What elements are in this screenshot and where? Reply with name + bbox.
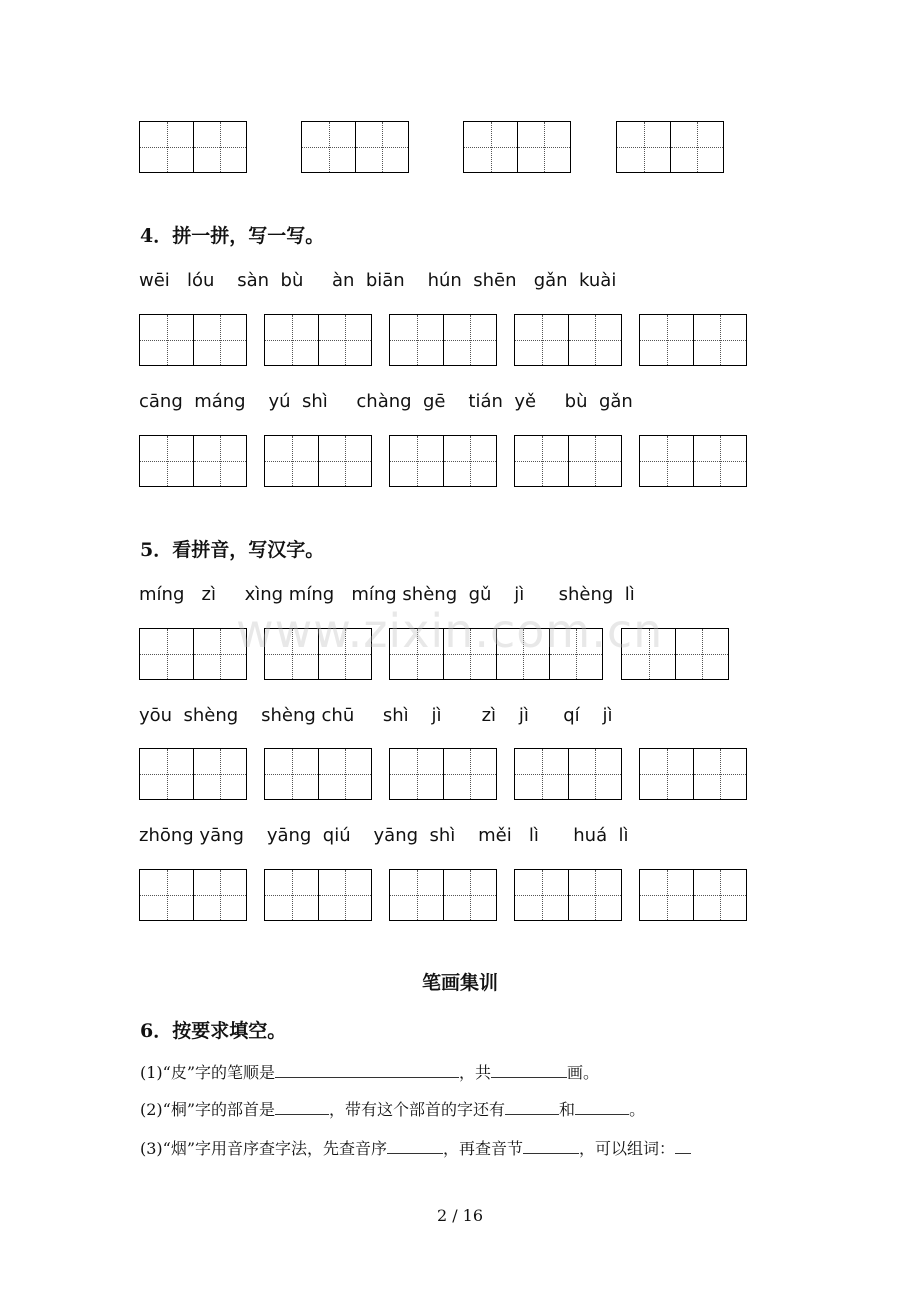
- answer-blank[interactable]: [275, 1061, 459, 1078]
- writing-box[interactable]: [389, 869, 497, 921]
- writing-box[interactable]: [389, 435, 497, 487]
- writing-box[interactable]: [139, 628, 247, 680]
- item-1-text-a: (1)“皮”字的笔顺是: [140, 1063, 276, 1082]
- writing-box-top-2[interactable]: [301, 121, 409, 173]
- question-4-title: 4．拼一拼，写一写。: [140, 225, 325, 247]
- answer-blank[interactable]: [575, 1098, 629, 1115]
- item-2-text-d: 。: [629, 1100, 646, 1119]
- writing-box[interactable]: [139, 869, 247, 921]
- writing-box[interactable]: [639, 314, 747, 366]
- writing-box[interactable]: [264, 435, 372, 487]
- writing-box[interactable]: [639, 435, 747, 487]
- writing-box[interactable]: [514, 869, 622, 921]
- answer-blank[interactable]: [387, 1137, 443, 1154]
- writing-box[interactable]: [139, 314, 247, 366]
- writing-box[interactable]: [639, 869, 747, 921]
- writing-box[interactable]: [264, 748, 372, 800]
- question-6-item-3: [140, 1136, 691, 1159]
- writing-box[interactable]: [639, 748, 747, 800]
- item-1-text-b: ，共: [459, 1063, 492, 1082]
- item-3-text-c: ，可以组词：: [579, 1139, 676, 1158]
- question-6-item-1: [140, 1060, 599, 1083]
- answer-blank[interactable]: [675, 1137, 691, 1154]
- watermark: www.zixin.com.cn: [236, 604, 664, 658]
- question-5-pinyin-row-2: yōu shèng shèng chū shì jì zì jì qí jì: [139, 705, 613, 726]
- writing-box-top-4[interactable]: [616, 121, 724, 173]
- page-number: 2 / 16: [436, 1206, 484, 1225]
- item-2-text-c: 和: [559, 1100, 576, 1119]
- writing-box[interactable]: [139, 748, 247, 800]
- question-4-pinyin-row-1: wēi lóu sàn bù àn biān hún shēn gǎn kuài: [139, 270, 617, 291]
- writing-box[interactable]: [264, 314, 372, 366]
- question-5-title: 5．看拼音，写汉字。: [140, 539, 325, 561]
- question-6-title: 6．按要求填空。: [140, 1020, 287, 1042]
- writing-box[interactable]: [139, 435, 247, 487]
- writing-box[interactable]: [389, 748, 497, 800]
- item-3-text-a: (3)“烟”字用音序查字法，先查音序: [140, 1139, 388, 1158]
- writing-box-top-1[interactable]: [139, 121, 247, 173]
- section-title: 笔画集训: [421, 972, 498, 994]
- item-1-text-c: 画。: [567, 1063, 600, 1082]
- writing-box[interactable]: [264, 869, 372, 921]
- writing-box[interactable]: [514, 435, 622, 487]
- item-3-text-b: ，再查音节: [443, 1139, 524, 1158]
- answer-blank[interactable]: [523, 1137, 579, 1154]
- writing-box[interactable]: [514, 748, 622, 800]
- answer-blank[interactable]: [491, 1061, 567, 1078]
- writing-box-top-3[interactable]: [463, 121, 571, 173]
- item-2-text-a: (2)“桐”字的部首是: [140, 1100, 276, 1119]
- question-5-pinyin-row-3: zhōng yāng yāng qiú yāng shì měi lì huá lì: [139, 825, 629, 846]
- item-2-text-b: ，带有这个部首的字还有: [329, 1100, 506, 1119]
- writing-box[interactable]: [514, 314, 622, 366]
- question-4-pinyin-row-2: cāng máng yú shì chàng gē tián yě bù gǎn: [139, 391, 633, 412]
- question-5-pinyin-row-1: míng zì xìng míng míng shèng gǔ jì shèng lì: [139, 584, 635, 605]
- answer-blank[interactable]: [275, 1098, 329, 1115]
- writing-box[interactable]: [389, 314, 497, 366]
- question-6-item-2: [140, 1097, 645, 1120]
- answer-blank[interactable]: [505, 1098, 559, 1115]
